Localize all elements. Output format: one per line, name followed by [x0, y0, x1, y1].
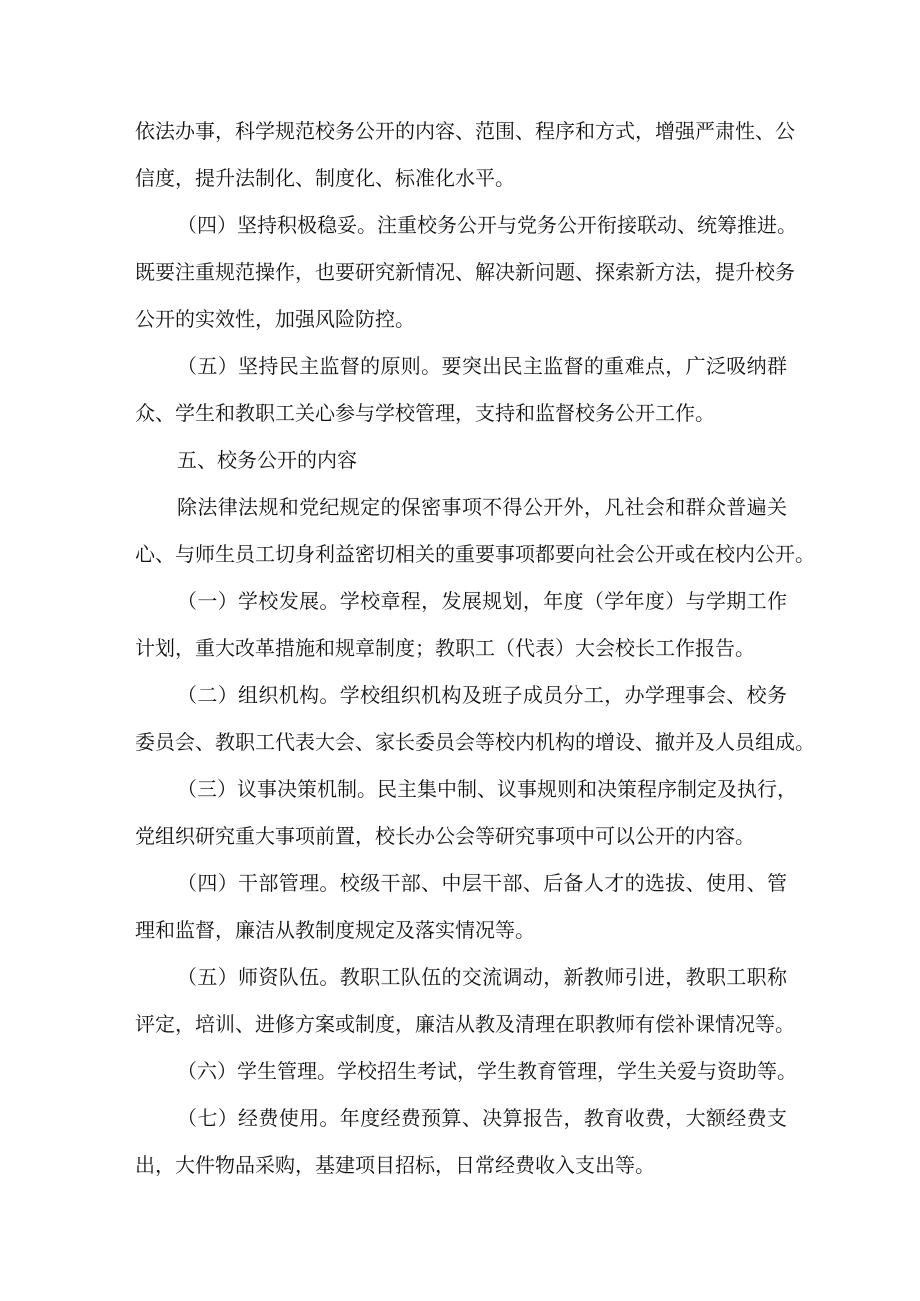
paragraph-line: 心、与师生员工切身利益密切相关的重要事项都要向社会公开或在校内公开。	[135, 542, 815, 566]
paragraph-line: 委员会、教职工代表大会、家长委员会等校内机构的增设、撤并及人员组成。	[135, 730, 815, 754]
paragraph-line: （五）坚持民主监督的原则。要突出民主监督的重难点，广泛吸纳群	[177, 354, 787, 378]
paragraph-line: 信度，提升法制化、制度化、标准化水平。	[135, 166, 515, 190]
paragraph-line: 计划，重大改革措施和规章制度；教职工（代表）大会校长工作报告。	[135, 636, 755, 660]
paragraph-line: 公开的实效性，加强风险防控。	[135, 307, 415, 331]
paragraph-line: 既要注重规范操作，也要研究新情况、解决新问题、探索新方法，提升校务	[135, 260, 795, 284]
paragraph-line: （一）学校发展。学校章程，发展规划，年度（学年度）与学期工作	[177, 589, 787, 613]
paragraph-line: （四）干部管理。校级干部、中层干部、后备人才的选拔、使用、管	[177, 871, 787, 895]
paragraph-line: （五）师资队伍。教职工队伍的交流调动，新教师引进，教职工职称	[177, 965, 787, 989]
paragraph-line: 评定，培训、进修方案或制度，廉洁从教及清理在职教师有偿补课情况等。	[135, 1012, 795, 1036]
paragraph-line: 出，大件物品采购，基建项目招标，日常经费收入支出等。	[135, 1153, 655, 1177]
paragraph-line: 众、学生和教职工关心参与学校管理，支持和监督校务公开工作。	[135, 401, 715, 425]
paragraph-line: （四）坚持积极稳妥。注重校务公开与党务公开衔接联动、统筹推进。	[177, 213, 797, 237]
paragraph-line: 除法律法规和党纪规定的保密事项不得公开外，凡社会和群众普遍关	[177, 495, 787, 519]
paragraph-line: 依法办事，科学规范校务公开的内容、范围、程序和方式，增强严肃性、公	[135, 119, 795, 143]
paragraph-line: 党组织研究重大事项前置，校长办公会等研究事项中可以公开的内容。	[135, 824, 755, 848]
paragraph-line: （二）组织机构。学校组织机构及班子成员分工，办学理事会、校务	[177, 683, 787, 707]
paragraph-line: （六）学生管理。学校招生考试，学生教育管理，学生关爱与资助等。	[177, 1059, 797, 1083]
paragraph-line: 理和监督，廉洁从教制度规定及落实情况等。	[135, 918, 535, 942]
section-heading: 五、校务公开的内容	[177, 448, 357, 472]
paragraph-line: （七）经费使用。年度经费预算、决算报告，教育收费，大额经费支	[177, 1106, 787, 1130]
paragraph-line: （三）议事决策机制。民主集中制、议事规则和决策程序制定及执行，	[177, 777, 797, 801]
